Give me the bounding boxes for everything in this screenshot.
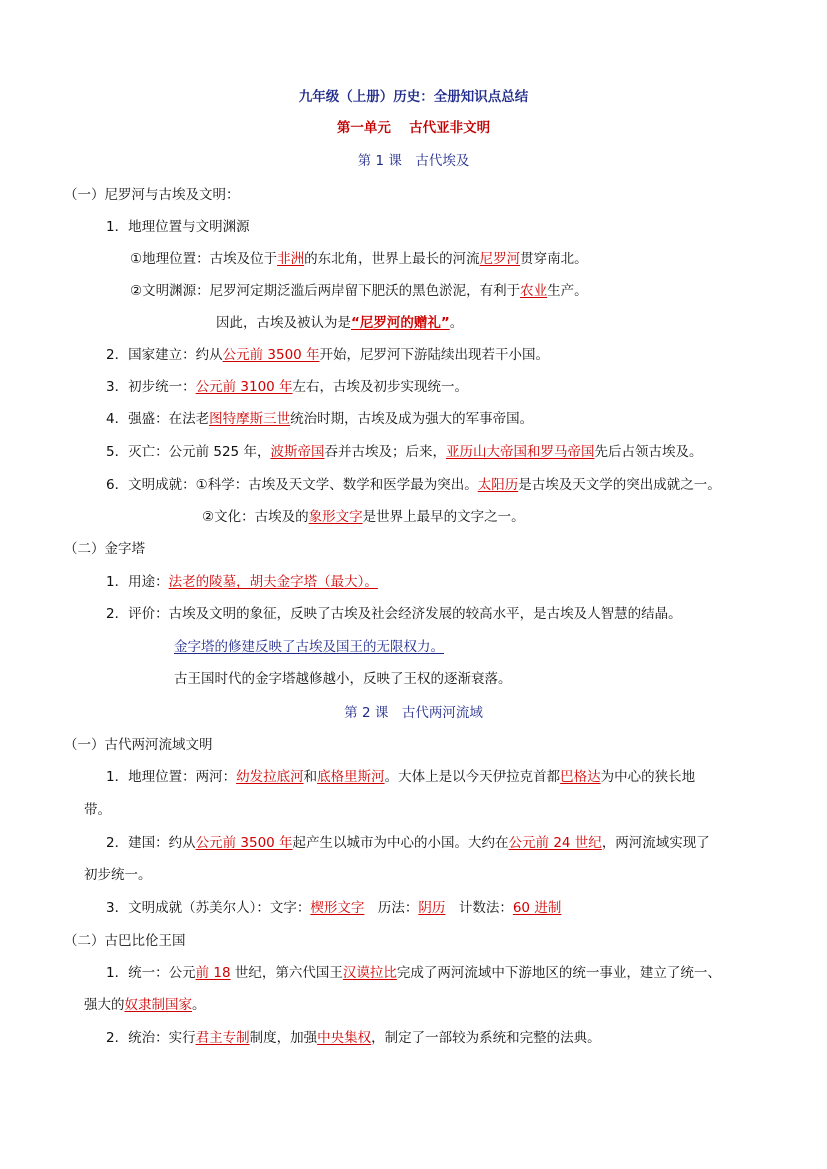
unit-heading: 第一单元 古代亚非文明 (336, 120, 491, 136)
section-heading: （二）金字塔 (64, 541, 145, 557)
lesson-2-heading: 第 2 课 古代两河流域 (344, 705, 483, 721)
list-item: 带。 (84, 802, 111, 818)
list-item: 1．统一：公元前 18 世纪，第六代国王汉谟拉比完成了两河流域中下游地区的统一事业，建立了统一、 (106, 965, 721, 981)
section-heading: （二）古巴比伦王国 (64, 933, 186, 949)
list-item: 2．建国：约从公元前 3500 年起产生以城市为中心的小国。大约在公元前 24 世纪，两河流域实现了 (106, 835, 710, 851)
list-item: 2．国家建立：约从公元前 3500 年开始，尼罗河下游陆续出现若干小国。 (106, 347, 550, 363)
list-item: 6．文明成就：①科学：古埃及天文学、数学和医学最为突出。太阳历是古埃及天文学的突出成就之一。 (106, 477, 721, 493)
list-item: 3．文明成就（苏美尔人）：文字：楔形文字 历法：阴历 计数法：60 进制 (106, 900, 562, 916)
list-item: 5．灭亡：公元前 525 年，波斯帝国吞并古埃及；后来，亚历山大帝国和罗马帝国先后占领古埃及。 (106, 444, 703, 460)
list-item: 金字塔的修建反映了古埃及国王的无限权力。 (174, 639, 444, 655)
list-item: 初步统一。 (84, 867, 152, 883)
list-item: 2．评价：古埃及文明的象征，反映了古埃及社会经济发展的较高水平，是古埃及人智慧的结晶。 (106, 606, 682, 622)
lesson-1-heading: 第 1 课 古代埃及 (357, 153, 470, 169)
list-item: ②文化：古埃及的象形文字是世界上最早的文字之一。 (202, 509, 525, 525)
list-item: 1．地理位置与文明渊源 (106, 219, 250, 235)
section-heading: （一）尼罗河与古埃及文明： (64, 187, 240, 203)
list-item: 3．初步统一：公元前 3100 年左右，古埃及初步实现统一。 (106, 379, 469, 395)
list-item: ①地理位置：古埃及位于非洲的东北角，世界上最长的河流尼罗河贯穿南北。 (130, 251, 588, 267)
list-item: 因此，古埃及被认为是“尼罗河的赠礼”。 (216, 315, 464, 331)
list-item: 2．统治：实行君主专制制度，加强中央集权，制定了一部较为系统和完整的法典。 (106, 1030, 601, 1046)
list-item: 古王国时代的金字塔越修越小，反映了王权的逐渐衰落。 (174, 671, 512, 687)
list-item: 强大的奴隶制国家。 (84, 997, 206, 1013)
list-item: 1．地理位置：两河：幼发拉底河和底格里斯河。大体上是以今天伊拉克首都巴格达为中心的狭长地 (106, 769, 696, 785)
list-item: 1．用途：法老的陵墓，胡夫金字塔（最大）。 (106, 574, 378, 590)
document-title: 九年级（上册）历史：全册知识点总结 (298, 89, 529, 105)
list-item: 4．强盛：在法老图特摩斯三世统治时期，古埃及成为强大的军事帝国。 (106, 411, 534, 427)
list-item: ②文明渊源：尼罗河定期泛滥后两岸留下肥沃的黑色淤泥，有利于农业生产。 (130, 283, 588, 299)
section-heading: （一）古代两河流域文明 (64, 737, 213, 753)
